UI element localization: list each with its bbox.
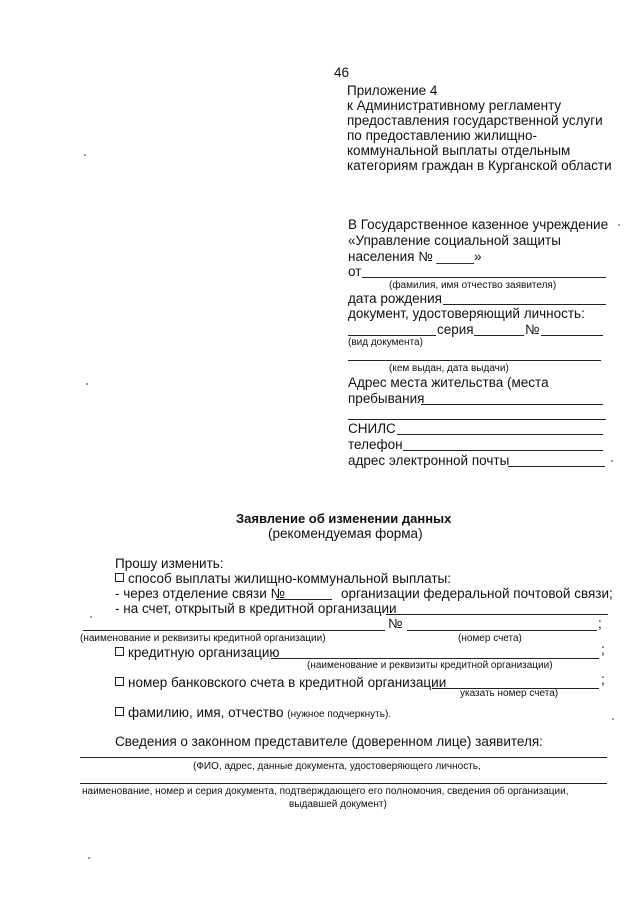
credit-org-field[interactable] [386,614,608,615]
doc-number-field[interactable] [541,335,603,336]
account-number-field[interactable] [407,630,597,631]
bank-details-hint: (наименование и реквизиты кредитной организации) [80,633,326,644]
doc-type-field[interactable] [348,335,436,336]
new-credit-org-hint: (наименование и реквизиты кредитной организации) [307,660,553,671]
to-account-label: - на счет, открытый в кредитной организации [115,601,397,616]
checkbox-full-name[interactable] [115,707,124,716]
checkbox-payment-method[interactable] [115,573,124,582]
new-account-number-hint: указать номер счета) [460,688,559,699]
doc-number-label: № [525,322,540,337]
option-credit-org[interactable] [115,646,280,660]
scan-speck [612,718,614,720]
addressee-line-2: «Управление социальной защиты [348,233,561,248]
from-field[interactable] [362,277,606,278]
option-full-name-note: (нужное подчеркнуть). [287,709,392,720]
scan-speck [611,460,613,462]
scan-speck [86,383,88,385]
representative-hint: (ФИО, адрес, данные документа, удостоверяющего личность, [193,761,481,772]
option-account-number-label: номер банковского счета в кредитной организации [128,675,447,690]
from-label: от [348,264,362,279]
representative-label: Сведения о законном представителе (доверенном лице) заявителя: [115,734,543,749]
address-label-2: пребывания [348,391,425,406]
checkbox-credit-org[interactable] [115,647,124,656]
email-field[interactable] [508,466,605,467]
scan-speck [618,224,620,226]
appendix-line-5: коммунальной выплаты отдельным [347,143,571,158]
issued-by-hint: (кем выдан, дата выдачи) [389,363,509,374]
birth-date-field[interactable] [443,304,606,305]
account-number-hint: (номер счета) [458,633,522,644]
phone-label: телефон [348,437,403,452]
representative-doc-hint-1: наименование, номер и серия документа, подтверждающего его полномочия, сведения об организации, [82,786,569,797]
representative-field[interactable] [80,757,607,758]
scan-speck [88,857,90,859]
representative-doc-field[interactable] [80,783,607,784]
via-post-label: - через отделение связи № [115,586,286,601]
post-office-number-field[interactable] [276,599,332,600]
scan-speck [90,616,92,618]
id-document-label: документ, удостоверяющий личность: [348,306,585,321]
birth-date-label: дата рождения [348,291,442,306]
checkbox-account-number[interactable] [115,677,124,686]
appendix-line-4: по предоставлению жилищно- [347,128,537,143]
snils-label: СНИЛС [348,421,396,436]
address-field[interactable] [421,404,603,405]
option-account-number[interactable] [115,676,446,690]
new-credit-org-field[interactable] [271,658,599,659]
document-title: Заявление об изменении данных [236,511,452,526]
credit-org-field-2[interactable] [83,630,385,631]
address-field-2[interactable] [348,419,606,420]
address-label-1: Адрес места жительства (места [348,375,549,390]
account-option-semicolon: ; [601,672,605,687]
addressee-line-3: населения № _____» [348,249,482,264]
from-hint: (фамилия, имя отчество заявителя) [389,280,557,291]
account-number-sign: № [388,616,403,631]
addressee-line-1: В Государственное казенное учреждение [348,217,609,232]
issued-by-field[interactable] [348,360,601,361]
request-label: Прошу изменить: [115,556,224,571]
credit-org-semicolon: ; [601,642,605,657]
phone-field[interactable] [403,450,603,451]
option-credit-org-label: кредитную организацию [128,645,280,660]
option-full-name-label: фамилию, имя, отчество [128,705,284,720]
option-full-name[interactable] [115,706,391,720]
option-payment-method-label: способ выплаты жилищно-коммунальной выплаты: [128,571,451,586]
series-field[interactable] [474,335,524,336]
option-payment-method[interactable] [115,572,451,586]
representative-doc-hint-2: выдавшей документ) [289,799,387,810]
snils-field[interactable] [397,434,603,435]
appendix-line-2: к Административному регламенту [347,98,562,113]
doc-type-hint: (вид документа) [348,337,423,348]
series-label: серия [437,322,474,337]
email-label: адрес электронной почты [348,453,510,468]
account-semicolon: ; [598,616,602,631]
scan-speck [84,154,86,156]
appendix-line-1: Приложение 4 [347,83,438,98]
page-number: 46 [334,65,350,80]
appendix-line-6: категориям граждан в Курганской области [347,158,612,173]
document-subtitle: (рекомендуемая форма) [268,526,423,541]
via-post-suffix: организации федеральной почтовой связи; [341,586,613,601]
appendix-line-3: предоставления государственной услуги [347,113,603,128]
